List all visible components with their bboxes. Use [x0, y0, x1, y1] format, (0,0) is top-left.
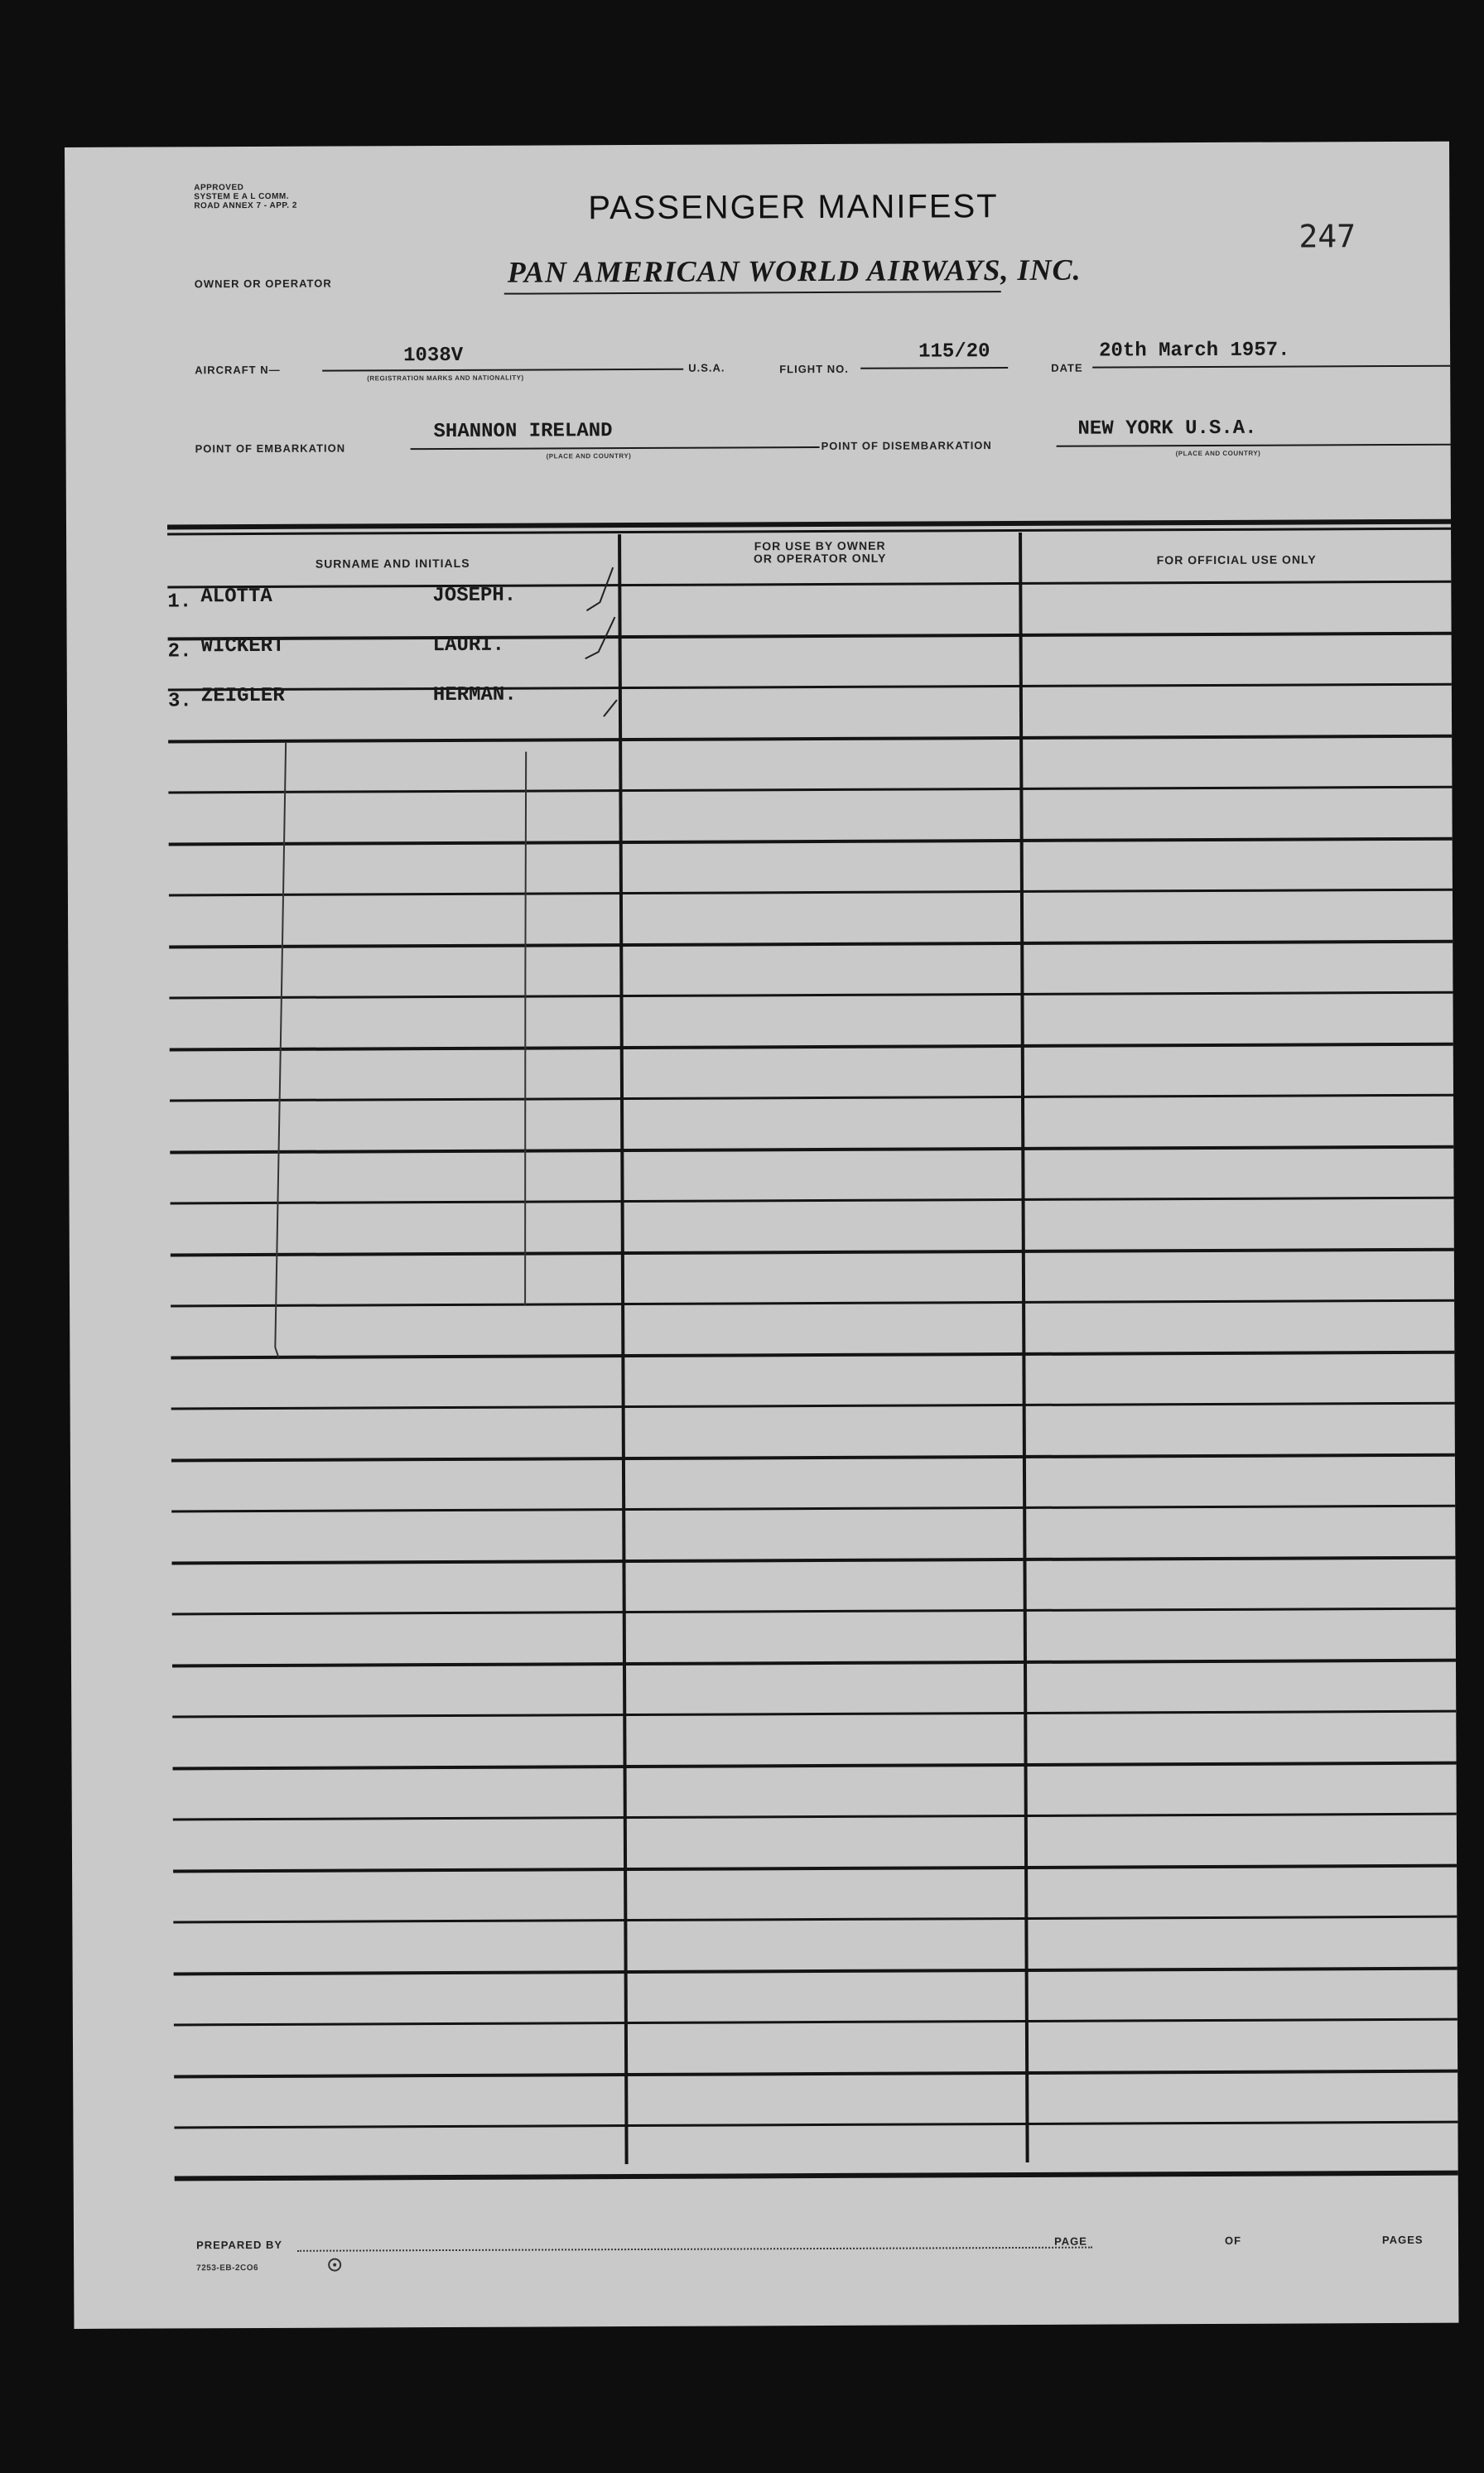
passenger-number: 3.	[167, 690, 192, 713]
pencil-line-right	[523, 752, 528, 1305]
form-code: 7253-EB-2CO6	[196, 2263, 259, 2273]
approval-line-3: ROAD ANNEX 7 - APP. 2	[194, 200, 297, 211]
pages-label: PAGES	[1382, 2233, 1424, 2247]
form-title: PASSENGER MANIFEST	[588, 188, 999, 227]
date-label: DATE	[1051, 361, 1083, 374]
airline-name: PAN AMERICAN WORLD AIRWAYS, INC.	[507, 253, 1082, 289]
date-value: 20th March 1957.	[1099, 339, 1290, 363]
page-label: PAGE	[1054, 2234, 1087, 2248]
page-number: 247	[1298, 218, 1356, 255]
aircraft-label: AIRCRAFT N—	[195, 363, 281, 377]
passenger-number: 2.	[167, 640, 192, 663]
passenger-surname: ZEIGLER	[200, 684, 285, 708]
manifest-sheet	[65, 142, 1458, 2329]
passenger-given-name: JOSEPH.	[432, 584, 517, 608]
column-header-owner-line-1: FOR USE BY OWNER	[754, 538, 886, 553]
owner-label: OWNER OR OPERATOR	[194, 277, 332, 291]
aircraft-value: 1038V	[403, 344, 464, 368]
passenger-number: 1.	[167, 591, 192, 614]
column-header-owner-line-2: OR OPERATOR ONLY	[753, 551, 887, 566]
approval-line-1: APPROVED	[194, 183, 244, 193]
passenger-given-name: LAURI.	[432, 634, 505, 658]
passenger-surname: WICKERT	[200, 634, 285, 658]
printer-mark-icon	[322, 2257, 347, 2273]
aircraft-sub: (REGISTRATION MARKS AND NATIONALITY)	[367, 374, 524, 383]
check-mark	[585, 617, 614, 658]
embarkation-value: SHANNON IRELAND	[433, 420, 613, 444]
disembarkation-label: POINT OF DISEMBARKATION	[821, 439, 992, 453]
flight-label: FLIGHT NO.	[779, 362, 849, 376]
embarkation-sub: (PLACE AND COUNTRY)	[546, 452, 632, 460]
check-mark	[604, 700, 617, 716]
passenger-surname: ALOTTA	[200, 585, 272, 609]
prepared-by-label: PREPARED BY	[196, 2238, 283, 2252]
flight-value: 115/20	[918, 340, 990, 364]
embarkation-label: POINT OF EMBARKATION	[195, 441, 346, 456]
column-header-official: FOR OFFICIAL USE ONLY	[1156, 552, 1317, 567]
check-mark	[586, 567, 613, 610]
pencil-line-left	[272, 743, 288, 1357]
disembarkation-value: NEW YORK U.S.A.	[1077, 417, 1257, 441]
approval-line-2: SYSTEM E A L COMM.	[194, 191, 290, 202]
handwritten-marks	[65, 142, 1458, 2329]
column-header-surname: SURNAME AND INITIALS	[315, 556, 470, 571]
passenger-given-name: HERMAN.	[432, 683, 517, 707]
of-label: OF	[1225, 2234, 1242, 2247]
usa-label: U.S.A.	[688, 361, 725, 374]
disembarkation-sub: (PLACE AND COUNTRY)	[1175, 449, 1261, 458]
